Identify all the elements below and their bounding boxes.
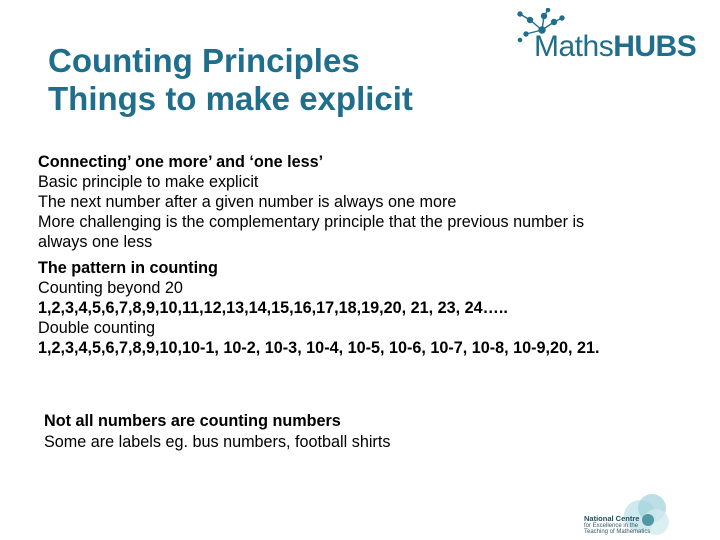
heading-pattern-in-counting: The pattern in counting: [38, 259, 218, 277]
body-line: The next number after a given number is always one more: [38, 193, 457, 211]
body-line: More challenging is the complementary principle that the previous number is: [38, 213, 585, 231]
slide-title: [48, 42, 413, 118]
body-line: Double counting: [38, 319, 155, 337]
title-line-2: Things to make explicit: [48, 80, 413, 117]
heading-one-more-one-less: Connecting’ one more’ and ‘one less’: [38, 153, 324, 171]
logo-maths: Maths: [534, 30, 614, 63]
body-line: Counting beyond 20: [38, 279, 183, 297]
labels-section: [44, 411, 664, 453]
body-line: Basic principle to make explicit: [38, 173, 259, 191]
maths-hubs-logo: [512, 8, 712, 70]
body-line: Some are labels eg. bus numbers, football shirts: [44, 433, 391, 451]
heading-not-counting-numbers: Not all numbers are counting numbers: [44, 412, 341, 430]
ncetm-wordmark: [584, 516, 650, 536]
ncetm-line-1: National Centre: [584, 514, 640, 523]
double-counting-sequence: 1,2,3,4,5,6,7,8,9,10,10-1, 10-2, 10-3, 10-4, 10-5, 10-6, 10-7, 10-8, 10-9,20, 21.: [38, 339, 600, 357]
ncetm-logo: [582, 490, 717, 540]
ncetm-line-3: Teaching of Mathematics: [584, 529, 651, 535]
title-line-1: Counting Principles: [48, 42, 360, 79]
logo-hubs: HUBS: [613, 30, 697, 63]
counting-sequence: 1,2,3,4,5,6,7,8,9,10,11,12,13,14,15,16,17,18,19,20, 21, 23, 24…..: [38, 299, 508, 317]
body-line: always one less: [38, 233, 153, 251]
ncetm-line-2: for Excellence in the: [584, 522, 639, 529]
logo-wordmark: [534, 30, 696, 64]
slide-body: [38, 152, 698, 358]
